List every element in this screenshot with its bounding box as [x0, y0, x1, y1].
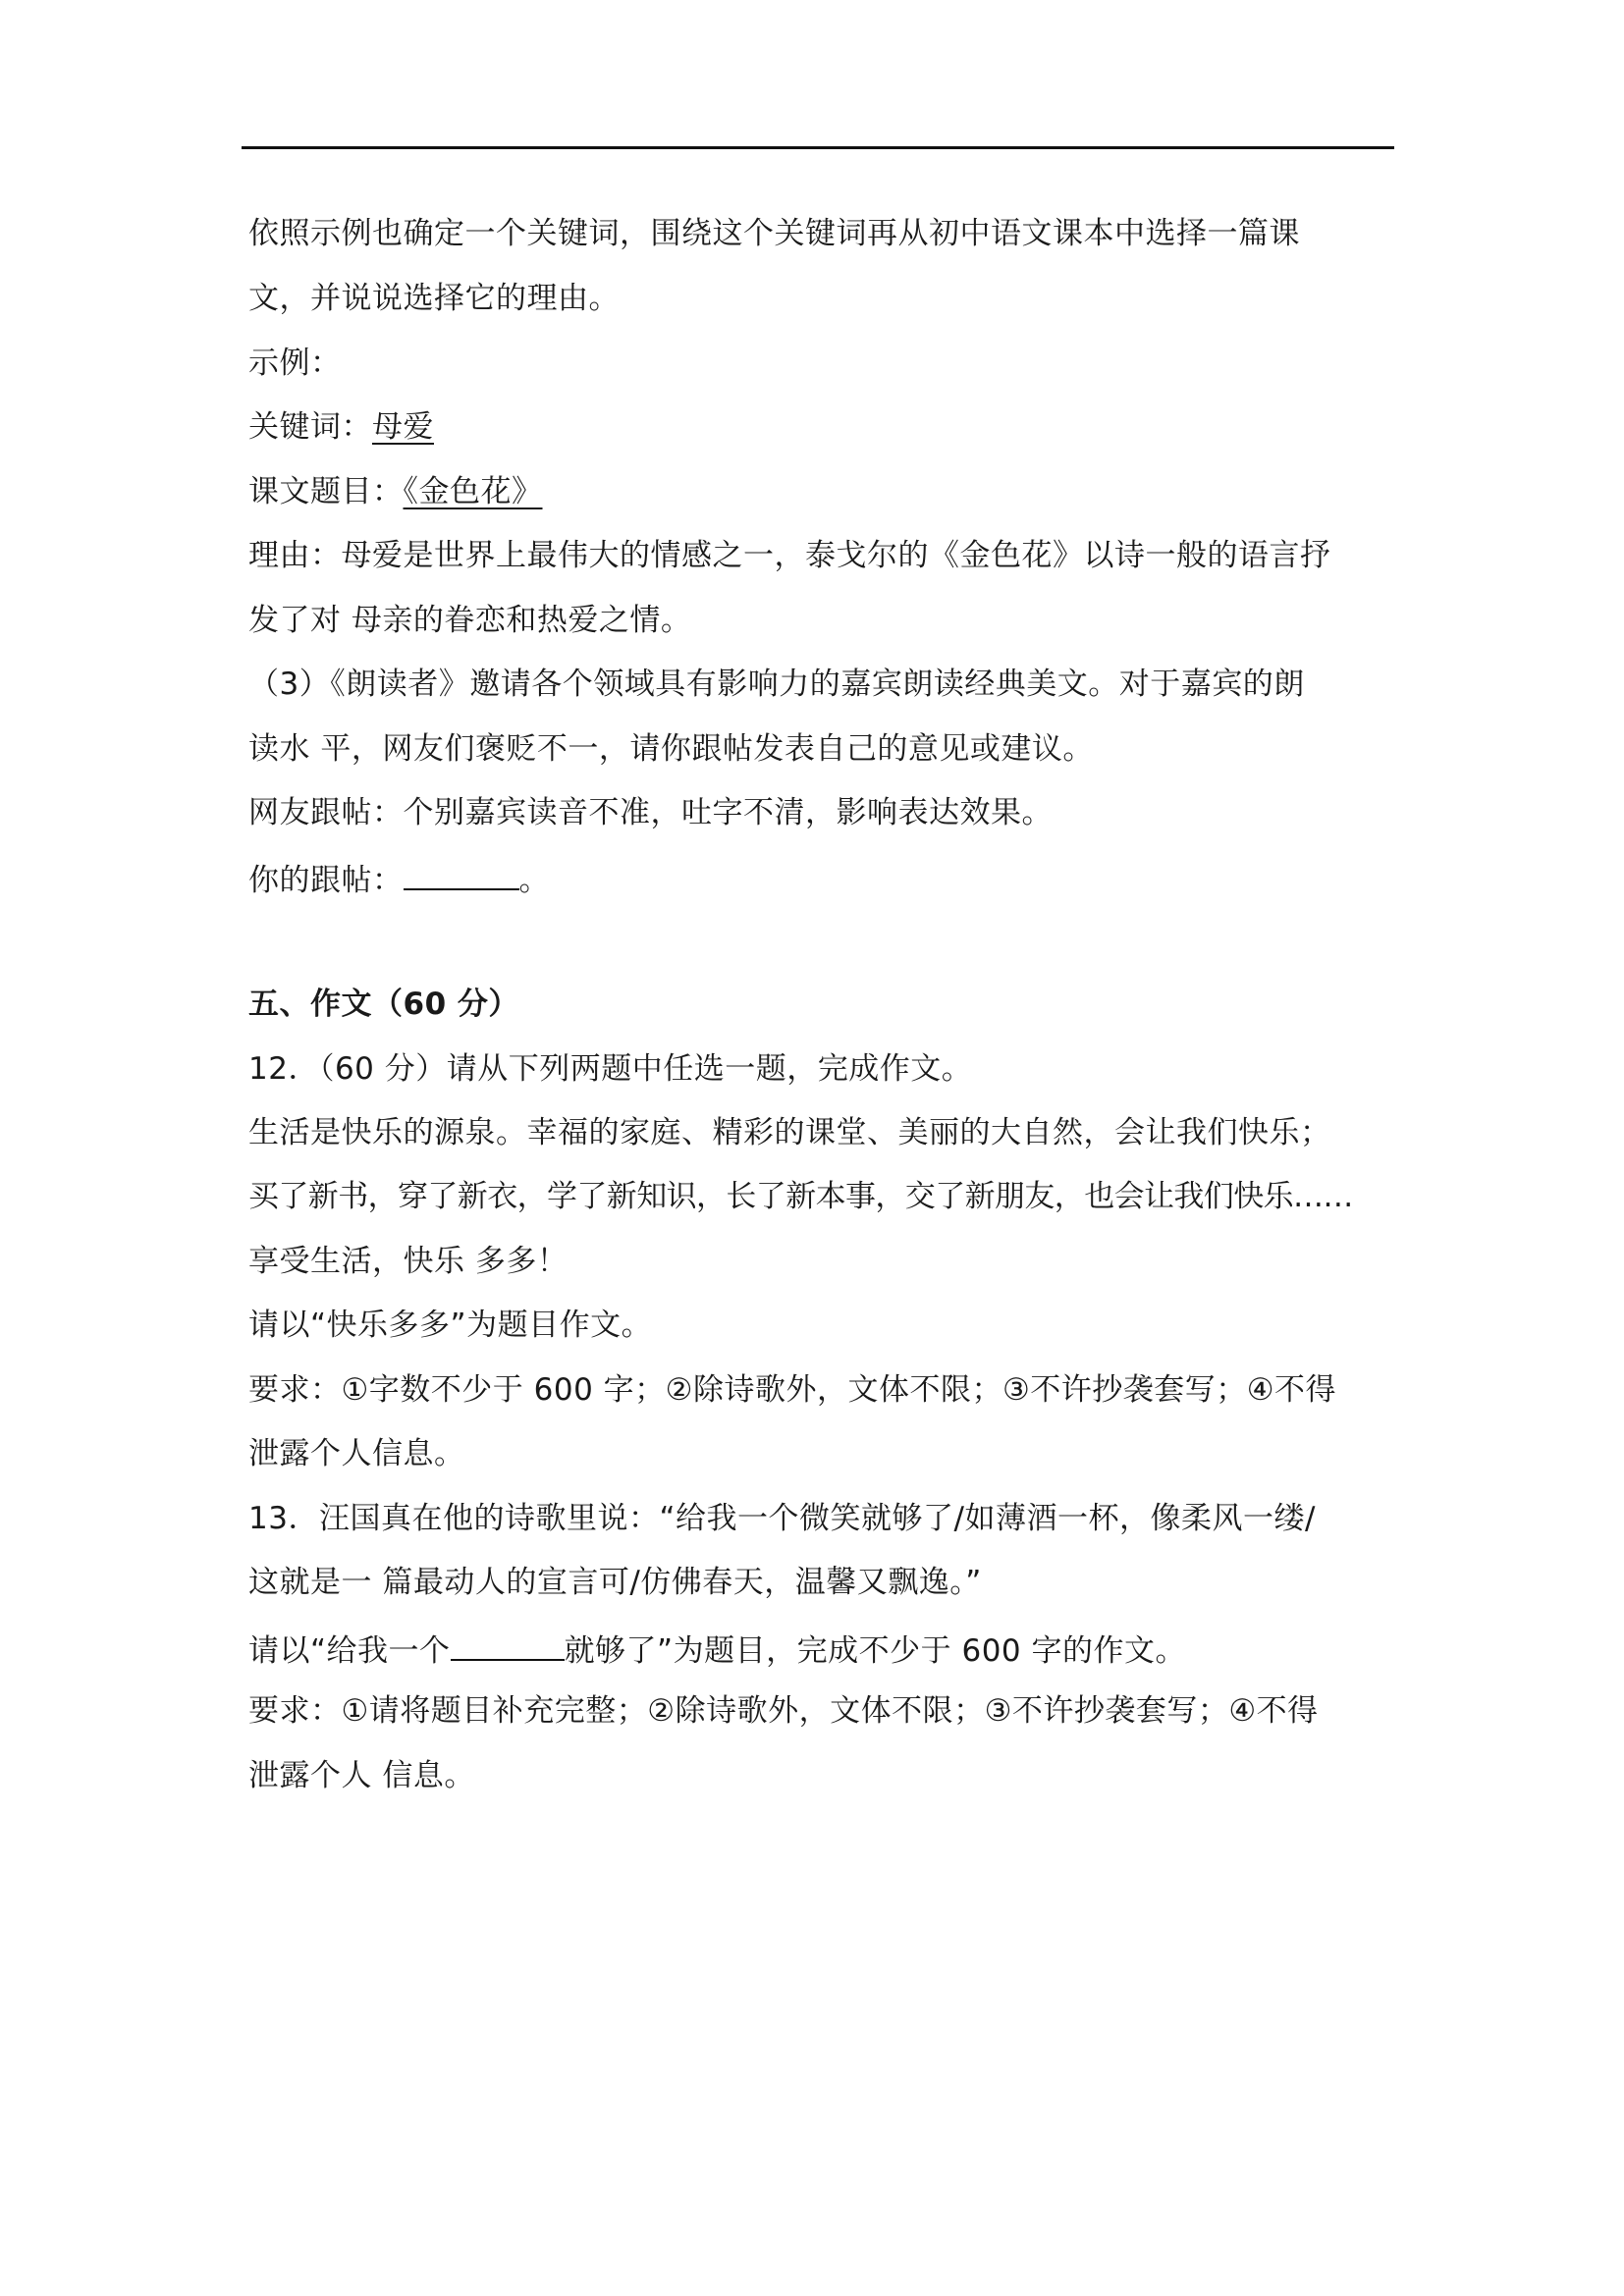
q11-line-1: 依照示例也确定一个关键词，围绕这个关键词再从初中语文课本中选择一篇课 [248, 216, 1300, 251]
reason-line-2: 发了对 母亲的眷恋和热爱之情。 [248, 603, 692, 638]
answer-blank [404, 857, 519, 890]
example-label: 示例： [248, 346, 342, 381]
part3-line-1: （3）《朗读者》邀请各个领域具有影响力的嘉宾朗读经典美文。对于嘉宾的朗 [248, 667, 1305, 702]
q12-line-2: 生活是快乐的源泉。幸福的家庭、精彩的课堂、美丽的大自然，会让我们快乐； [248, 1115, 1331, 1150]
title-line [248, 472, 543, 511]
your-reply-end: 。 [518, 863, 550, 898]
netizen-reply: 网友跟帖：个别嘉宾读音不准，吐字不清，影响表达效果。 [248, 795, 1053, 830]
your-reply-line [248, 857, 550, 900]
q12-line-3: 买了新书，穿了新衣，学了新知识，长了新本事，交了新朋友，也会让我们快乐…… [248, 1179, 1353, 1214]
title-label: 课文题目： [248, 474, 404, 509]
q13-line-3-start: 请以“给我一个 [248, 1633, 451, 1669]
q12-line-4: 享受生活，快乐 多多！ [248, 1244, 568, 1279]
keyword-value: 母爱 [372, 409, 434, 445]
q12-line-6: 要求：①字数不少于 600 字；②除诗歌外，文体不限；③不许抄袭套写；④不得 [248, 1372, 1337, 1408]
q12-line-1: 12．（60 分）请从下列两题中任选一题，完成作文。 [248, 1051, 973, 1087]
reason-line-1: 理由：母爱是世界上最伟大的情感之一，泰戈尔的《金色花》以诗一般的语言抒 [248, 538, 1331, 573]
section-heading: 五、作文（60 分） [248, 987, 519, 1022]
q12-line-5: 请以“快乐多多”为题目作文。 [248, 1308, 653, 1343]
q13-line-4: 要求：①请将题目补充完整；②除诗歌外，文体不限；③不许抄袭套写；④不得 [248, 1693, 1319, 1729]
q13-line-3-end: 就够了”为题目，完成不少于 600 字的作文。 [564, 1633, 1186, 1669]
title-value: 《金色花》 [403, 474, 543, 509]
title-blank [451, 1628, 565, 1661]
q11-line-2: 文，并说说选择它的理由。 [248, 281, 620, 316]
q12-line-7: 泄露个人信息。 [248, 1436, 465, 1471]
keyword-line [248, 407, 434, 447]
part3-line-2: 读水 平，网友们褒贬不一，请你跟帖发表自己的意见或建议。 [248, 731, 1094, 767]
keyword-label: 关键词： [248, 409, 372, 445]
q13-line-1: 13．汪国真在他的诗歌里说：“给我一个微笑就够了/如薄酒一杯，像柔风一缕/ [248, 1501, 1316, 1536]
q13-line-5: 泄露个人 信息。 [248, 1758, 475, 1793]
q13-line-2: 这就是一 篇最动人的宣言可/仿佛春天，温馨又飘逸。” [248, 1565, 982, 1600]
header-rule [242, 146, 1394, 149]
q13-line-3 [248, 1628, 1186, 1671]
your-reply-label: 你的跟帖： [248, 863, 404, 898]
